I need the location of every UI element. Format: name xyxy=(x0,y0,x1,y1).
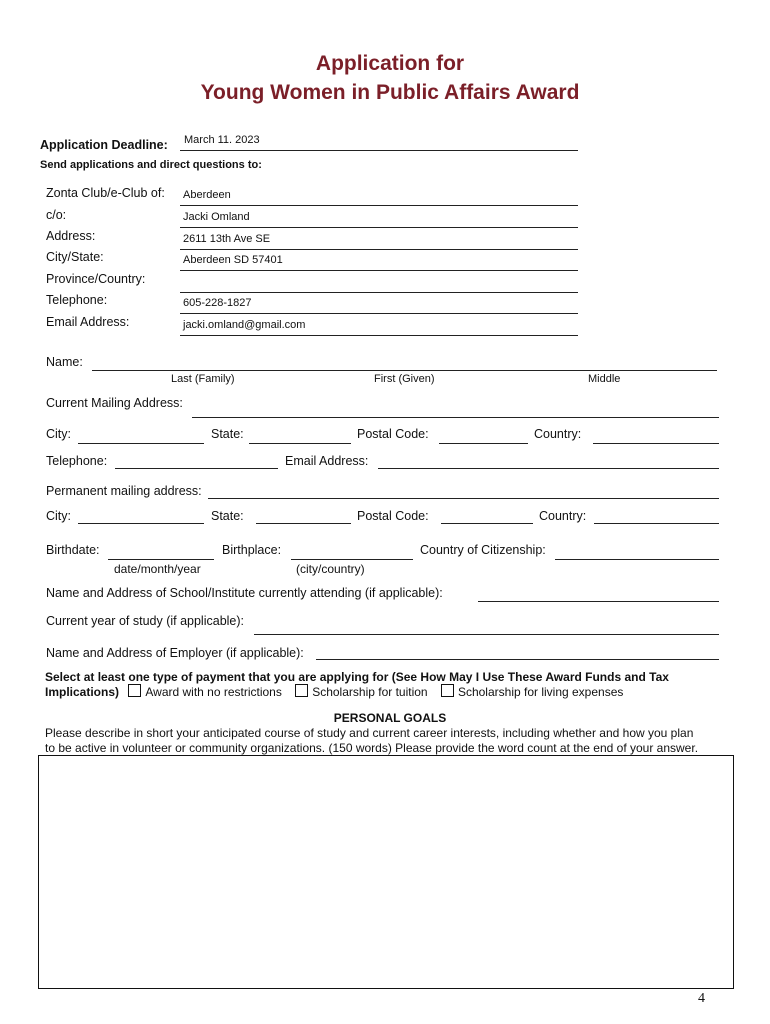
middle-name-hint: Middle xyxy=(588,373,621,385)
email-label: Email Address: xyxy=(46,315,130,329)
applicant-telephone-line[interactable] xyxy=(115,468,278,469)
telephone-line xyxy=(180,313,578,314)
co-label: c/o: xyxy=(46,208,67,222)
permanent-state-label: State: xyxy=(211,509,244,523)
birthdate-hint: date/month/year xyxy=(114,562,201,576)
birthdate-label: Birthdate: xyxy=(46,543,100,557)
co-line xyxy=(180,227,578,228)
club-value[interactable]: Aberdeen xyxy=(183,189,231,201)
employer-label: Name and Address of Employer (if applicable): xyxy=(46,646,304,660)
telephone-value[interactable]: 605-228-1827 xyxy=(183,297,252,309)
page-number: 4 xyxy=(698,991,705,1006)
birthplace-line[interactable] xyxy=(291,559,413,560)
citizenship-line[interactable] xyxy=(555,559,719,560)
personal-goals-text-1: Please describe in short your anticipated course of study and current career interests, including whether and how you plan xyxy=(45,726,694,740)
option-scholarship-tuition: Scholarship for tuition xyxy=(312,685,428,699)
city-label: City: xyxy=(46,427,71,441)
permanent-state-line[interactable] xyxy=(256,523,351,524)
birthplace-hint: (city/country) xyxy=(296,562,365,576)
checkbox-award-no-restrictions[interactable] xyxy=(128,684,141,697)
permanent-address-label: Permanent mailing address: xyxy=(46,484,202,498)
year-of-study-line[interactable] xyxy=(254,634,719,635)
city-line[interactable] xyxy=(78,443,204,444)
payment-instructions: Select at least one type of payment that you are applying for (See How May I Use These Award Funds and Tax xyxy=(45,670,669,684)
payment-instructions-cont: Implications) xyxy=(45,685,120,699)
mailing-address-label: Current Mailing Address: xyxy=(46,396,183,410)
state-label: State: xyxy=(211,427,244,441)
country-label: Country: xyxy=(534,427,582,441)
permanent-postal-label: Postal Code: xyxy=(357,509,429,523)
checkbox-scholarship-living[interactable] xyxy=(441,684,454,697)
option-scholarship-living: Scholarship for living expenses xyxy=(457,685,624,699)
deadline-value[interactable]: March 11. 2023 xyxy=(184,134,260,146)
applicant-email-line[interactable] xyxy=(378,468,719,469)
country-line[interactable] xyxy=(593,443,719,444)
postal-code-line[interactable] xyxy=(439,443,528,444)
postal-code-label: Postal Code: xyxy=(357,427,429,441)
employer-line[interactable] xyxy=(316,659,719,660)
permanent-country-line[interactable] xyxy=(594,523,719,524)
city-state-label: City/State: xyxy=(46,250,104,264)
checkbox-scholarship-tuition[interactable] xyxy=(295,684,308,697)
name-label: Name: xyxy=(46,355,83,369)
applicant-telephone-label: Telephone: xyxy=(46,454,108,468)
title-line-2: Young Women in Public Affairs Award xyxy=(200,81,580,104)
birthdate-line[interactable] xyxy=(108,559,214,560)
personal-goals-text-2: to be active in volunteer or community organizations. (150 words) Please provide the word count at the end of your answer. xyxy=(45,741,699,755)
school-line[interactable] xyxy=(478,601,719,602)
permanent-postal-line[interactable] xyxy=(441,523,533,524)
permanent-city-line[interactable] xyxy=(78,523,204,524)
year-of-study-label: Current year of study (if applicable): xyxy=(46,614,245,628)
title-line-1: Application for xyxy=(315,52,465,75)
school-label: Name and Address of School/Institute currently attending (if applicable): xyxy=(46,586,443,600)
personal-goals-answer-box[interactable] xyxy=(38,755,734,989)
option-award-no-restrictions: Award with no restrictions xyxy=(145,685,282,699)
address-line xyxy=(180,249,578,250)
send-to-heading: Send applications and direct questions to: xyxy=(40,159,262,171)
province-line xyxy=(180,292,578,293)
state-line[interactable] xyxy=(249,443,351,444)
birthplace-label: Birthplace: xyxy=(222,543,282,557)
city-state-line xyxy=(180,270,578,271)
co-value[interactable]: Jacki Omland xyxy=(183,211,250,223)
permanent-country-label: Country: xyxy=(539,509,587,523)
address-label: Address: xyxy=(46,229,96,243)
citizenship-label: Country of Citizenship: xyxy=(420,543,546,557)
name-input-line[interactable] xyxy=(92,370,717,371)
deadline-label: Application Deadline: xyxy=(40,138,168,152)
mailing-address-line[interactable] xyxy=(192,417,719,418)
email-line xyxy=(180,335,578,336)
last-name-hint: Last (Family) xyxy=(171,373,235,385)
personal-goals-heading: PERSONAL GOALS xyxy=(333,711,447,725)
applicant-email-label: Email Address: xyxy=(285,454,369,468)
club-label: Zonta Club/e-Club of: xyxy=(46,186,165,200)
city-state-value[interactable]: Aberdeen SD 57401 xyxy=(183,254,283,266)
province-label: Province/Country: xyxy=(46,272,146,286)
permanent-address-line[interactable] xyxy=(208,498,719,499)
first-name-hint: First (Given) xyxy=(374,373,435,385)
payment-options-row xyxy=(45,684,623,699)
email-value[interactable]: jacki.omland@gmail.com xyxy=(183,319,306,331)
address-value[interactable]: 2611 13th Ave SE xyxy=(183,233,271,245)
deadline-line xyxy=(180,150,578,151)
telephone-label: Telephone: xyxy=(46,293,108,307)
permanent-city-label: City: xyxy=(46,509,71,523)
club-line xyxy=(180,205,578,206)
